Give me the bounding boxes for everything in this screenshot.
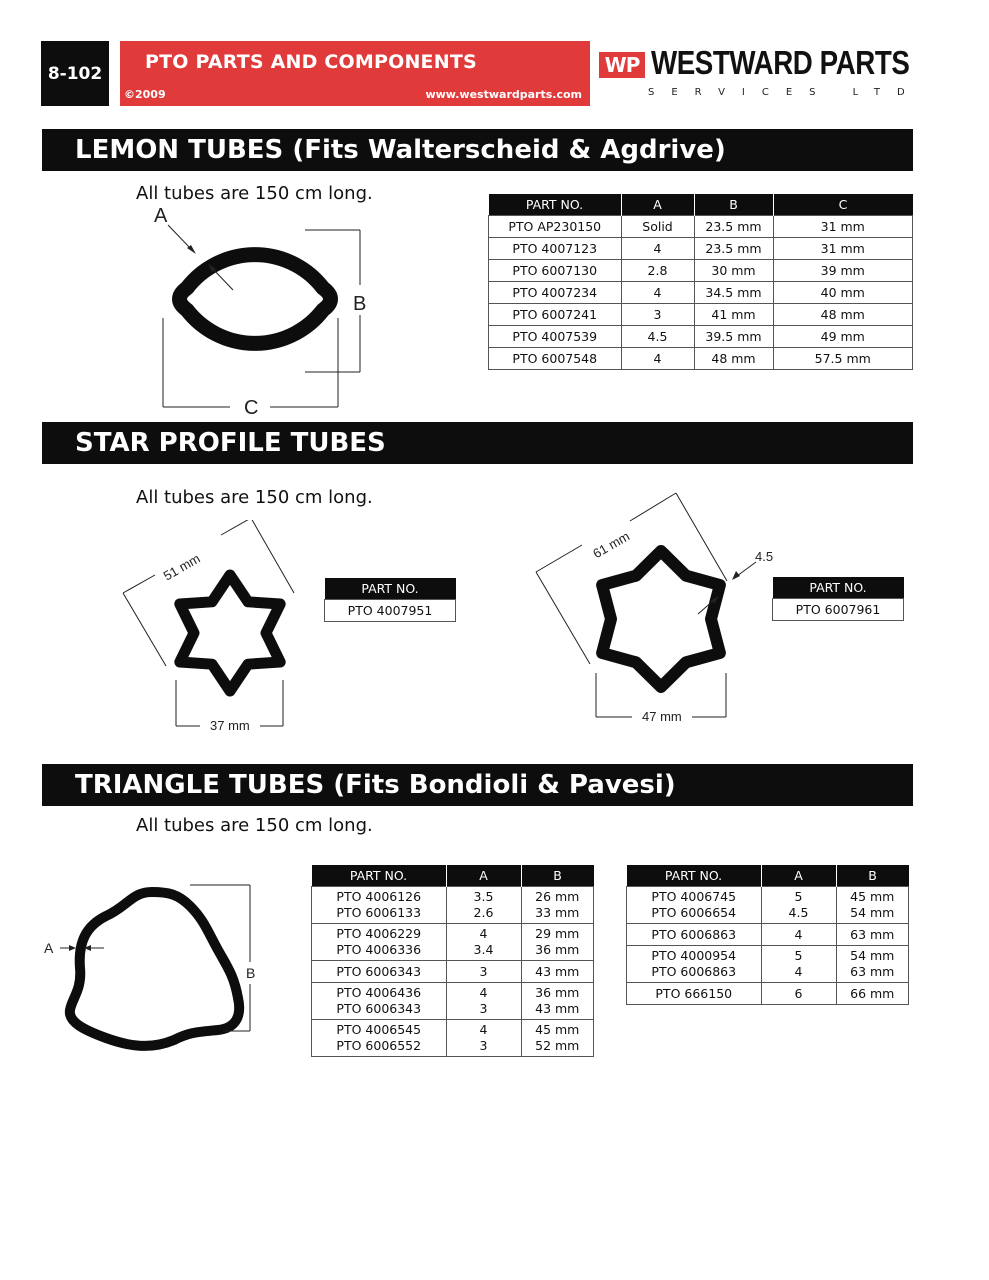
lemon-label-a: A [154,205,168,227]
col-b: B [694,194,773,216]
dim-c: 40 mm [773,282,913,304]
table-row [489,238,913,260]
table-row [489,216,913,238]
copyright: ©2009 [124,88,166,101]
dim-c: 31 mm [773,216,913,238]
lemon-tube-diagram [130,200,380,425]
dim-b-value: 63 mm [850,964,895,979]
dim-b-value: 36 mm [535,942,580,957]
dim-a: 4.5 [621,326,694,348]
dim-b: 34.5 mm [694,282,773,304]
triangle-heading-text: TRIANGLE TUBES (Fits Bondioli & Pavesi) [75,770,676,800]
dim-a: 4 [621,282,694,304]
dim-b [836,887,909,924]
dim-a: 3 [446,961,521,983]
dim-b: 66 mm [836,983,909,1005]
dim-a [446,887,521,924]
dim-a-value: 4 [479,985,488,1000]
triangle-profile-icon [70,892,239,1046]
dim-a-value: 4 [794,964,803,979]
table-row [489,326,913,348]
table-row [627,946,909,983]
part-numbers [312,924,447,961]
part-number: PTO 6007961 [773,599,904,621]
dim-a [761,887,836,924]
part-number: PTO 4007123 [489,238,622,260]
triangle-tube-diagram [40,880,270,1060]
dim-c: 48 mm [773,304,913,326]
large-star-diagram [530,488,790,733]
dim-c: 31 mm [773,238,913,260]
part-number: PTO 4000954 [651,948,737,963]
dim-b-value: 26 mm [535,889,580,904]
dim-a: 2.8 [621,260,694,282]
part-number: PTO 6007130 [489,260,622,282]
dim-b-value: 36 mm [535,985,580,1000]
part-number: PTO 6006654 [651,905,737,920]
col-part-no: PART NO. [627,865,762,887]
col-a: A [761,865,836,887]
col-part-no: PART NO. [489,194,622,216]
star-note: All tubes are 150 cm long. [136,487,373,508]
part-numbers [312,887,447,924]
dim-a-value: 3 [479,1001,488,1016]
triangle-table-2 [626,865,909,1005]
dim-a: 4 [621,348,694,370]
lemon-note: All tubes are 150 cm long. [136,183,373,204]
table-row [489,260,913,282]
dim-a: 3 [621,304,694,326]
part-number: PTO AP230150 [489,216,622,238]
large-star-inner-dim: 47 mm [642,709,682,724]
col-part-no: PART NO. [773,577,904,599]
small-star-outer-dim: 51 mm [160,550,203,584]
dim-b: 43 mm [521,961,594,983]
dim-b-value: 33 mm [535,905,580,920]
table-row [773,599,904,621]
triangle-table-2-header [627,865,909,887]
table-row [627,924,909,946]
triangle-table-1 [311,865,594,1057]
large-star-profile-icon [602,551,720,687]
dim-a-value: 3 [479,1038,488,1053]
part-number: PTO 4007951 [325,600,456,622]
dim-b: 23.5 mm [694,238,773,260]
table-row [489,304,913,326]
col-c: C [773,194,913,216]
dim-a-value: 2.6 [473,905,494,920]
small-star-table-header [325,578,456,600]
part-number: PTO 6007548 [489,348,622,370]
table-row [312,887,594,924]
large-star-table [772,577,904,621]
small-star-diagram [115,520,315,740]
catalog-title: PTO PARTS AND COMPONENTS [145,51,477,73]
table-row [489,348,913,370]
dim-a [446,983,521,1020]
col-part-no: PART NO. [325,578,456,600]
triangle-label-b: B [246,965,256,981]
part-numbers [312,983,447,1020]
dim-a-value: 5 [794,948,803,963]
dim-a: 4 [621,238,694,260]
dim-b-value: 45 mm [850,889,895,904]
dim-b-value: 43 mm [535,1001,580,1016]
dim-a-value: 4 [479,1022,488,1037]
table-row [312,924,594,961]
part-numbers [627,887,762,924]
small-star-inner-dim: 37 mm [210,718,250,733]
brand-tagline: SERVICES LTD [648,87,922,98]
dim-c: 49 mm [773,326,913,348]
triangle-table-1-header [312,865,594,887]
part-number: PTO 4006545 [336,1022,422,1037]
dim-b: 39.5 mm [694,326,773,348]
table-row [312,961,594,983]
dim-b-value: 54 mm [850,905,895,920]
table-row [312,1020,594,1057]
col-b: B [836,865,909,887]
col-a: A [621,194,694,216]
dim-c: 39 mm [773,260,913,282]
dim-b [521,983,594,1020]
part-numbers [627,946,762,983]
dim-a-value: 4.5 [788,905,809,920]
col-b: B [521,865,594,887]
part-number: PTO 4007539 [489,326,622,348]
website-url[interactable]: www.westwardparts.com [425,88,582,101]
dim-b [521,1020,594,1057]
part-number: PTO 6006552 [336,1038,422,1053]
part-number: PTO 6007241 [489,304,622,326]
large-star-wall-dim: 4.5 [755,549,774,564]
part-number: PTO 6006133 [336,905,422,920]
part-number: PTO 666150 [627,983,762,1005]
part-number: PTO 4006745 [651,889,737,904]
dim-b-value: 45 mm [535,1022,580,1037]
table-row [627,887,909,924]
dim-b-value: 29 mm [535,926,580,941]
triangle-note: All tubes are 150 cm long. [136,815,373,836]
table-row [627,983,909,1005]
part-number: PTO 6006343 [312,961,447,983]
dim-a-value: 5 [794,889,803,904]
small-star-table [324,578,456,622]
dim-b-value: 52 mm [535,1038,580,1053]
dim-b [521,924,594,961]
dim-a: Solid [621,216,694,238]
brand-logo-mark: WP [599,52,645,78]
page-number: 8-102 [41,41,109,106]
dim-b [836,946,909,983]
col-a: A [446,865,521,887]
dim-b: 30 mm [694,260,773,282]
lemon-label-b: B [353,293,367,315]
dim-a: 6 [761,983,836,1005]
dim-a [761,946,836,983]
lemon-heading-text: LEMON TUBES (Fits Walterscheid & Agdrive) [75,135,726,165]
dim-a [446,1020,521,1057]
dim-b: 63 mm [836,924,909,946]
part-number: PTO 4006229 [336,926,422,941]
part-numbers [312,1020,447,1057]
lemon-table-header [489,194,913,216]
table-row [312,983,594,1020]
dim-b: 23.5 mm [694,216,773,238]
table-row [325,600,456,622]
col-part-no: PART NO. [312,865,447,887]
dim-a [446,924,521,961]
lemon-section-heading [42,129,913,171]
part-number: PTO 4007234 [489,282,622,304]
triangle-label-a: A [44,940,54,956]
brand-name: WESTWARD PARTS [651,44,910,81]
small-star-profile-icon [180,575,280,691]
lemon-label-c: C [244,397,259,419]
part-number: PTO 4006126 [336,889,422,904]
dim-b: 48 mm [694,348,773,370]
table-row [489,282,913,304]
dim-b [521,887,594,924]
part-number: PTO 6006343 [336,1001,422,1016]
part-number: PTO 6006863 [651,964,737,979]
part-number: PTO 4006436 [336,985,422,1000]
dim-a: 4 [761,924,836,946]
lemon-table [488,194,913,370]
dim-c: 57.5 mm [773,348,913,370]
part-number: PTO 6006863 [627,924,762,946]
header-banner [120,41,590,106]
large-star-table-header [773,577,904,599]
triangle-section-heading [42,764,913,806]
lemon-profile-icon [180,255,331,344]
part-number: PTO 4006336 [336,942,422,957]
dim-a-value: 3.5 [473,889,494,904]
star-section-heading [42,422,913,464]
dim-a-value: 3.4 [473,942,494,957]
large-star-outer-dim: 61 mm [590,528,633,562]
star-heading-text: STAR PROFILE TUBES [75,428,386,458]
dim-b-value: 54 mm [850,948,895,963]
dim-a-value: 4 [479,926,488,941]
dim-b: 41 mm [694,304,773,326]
